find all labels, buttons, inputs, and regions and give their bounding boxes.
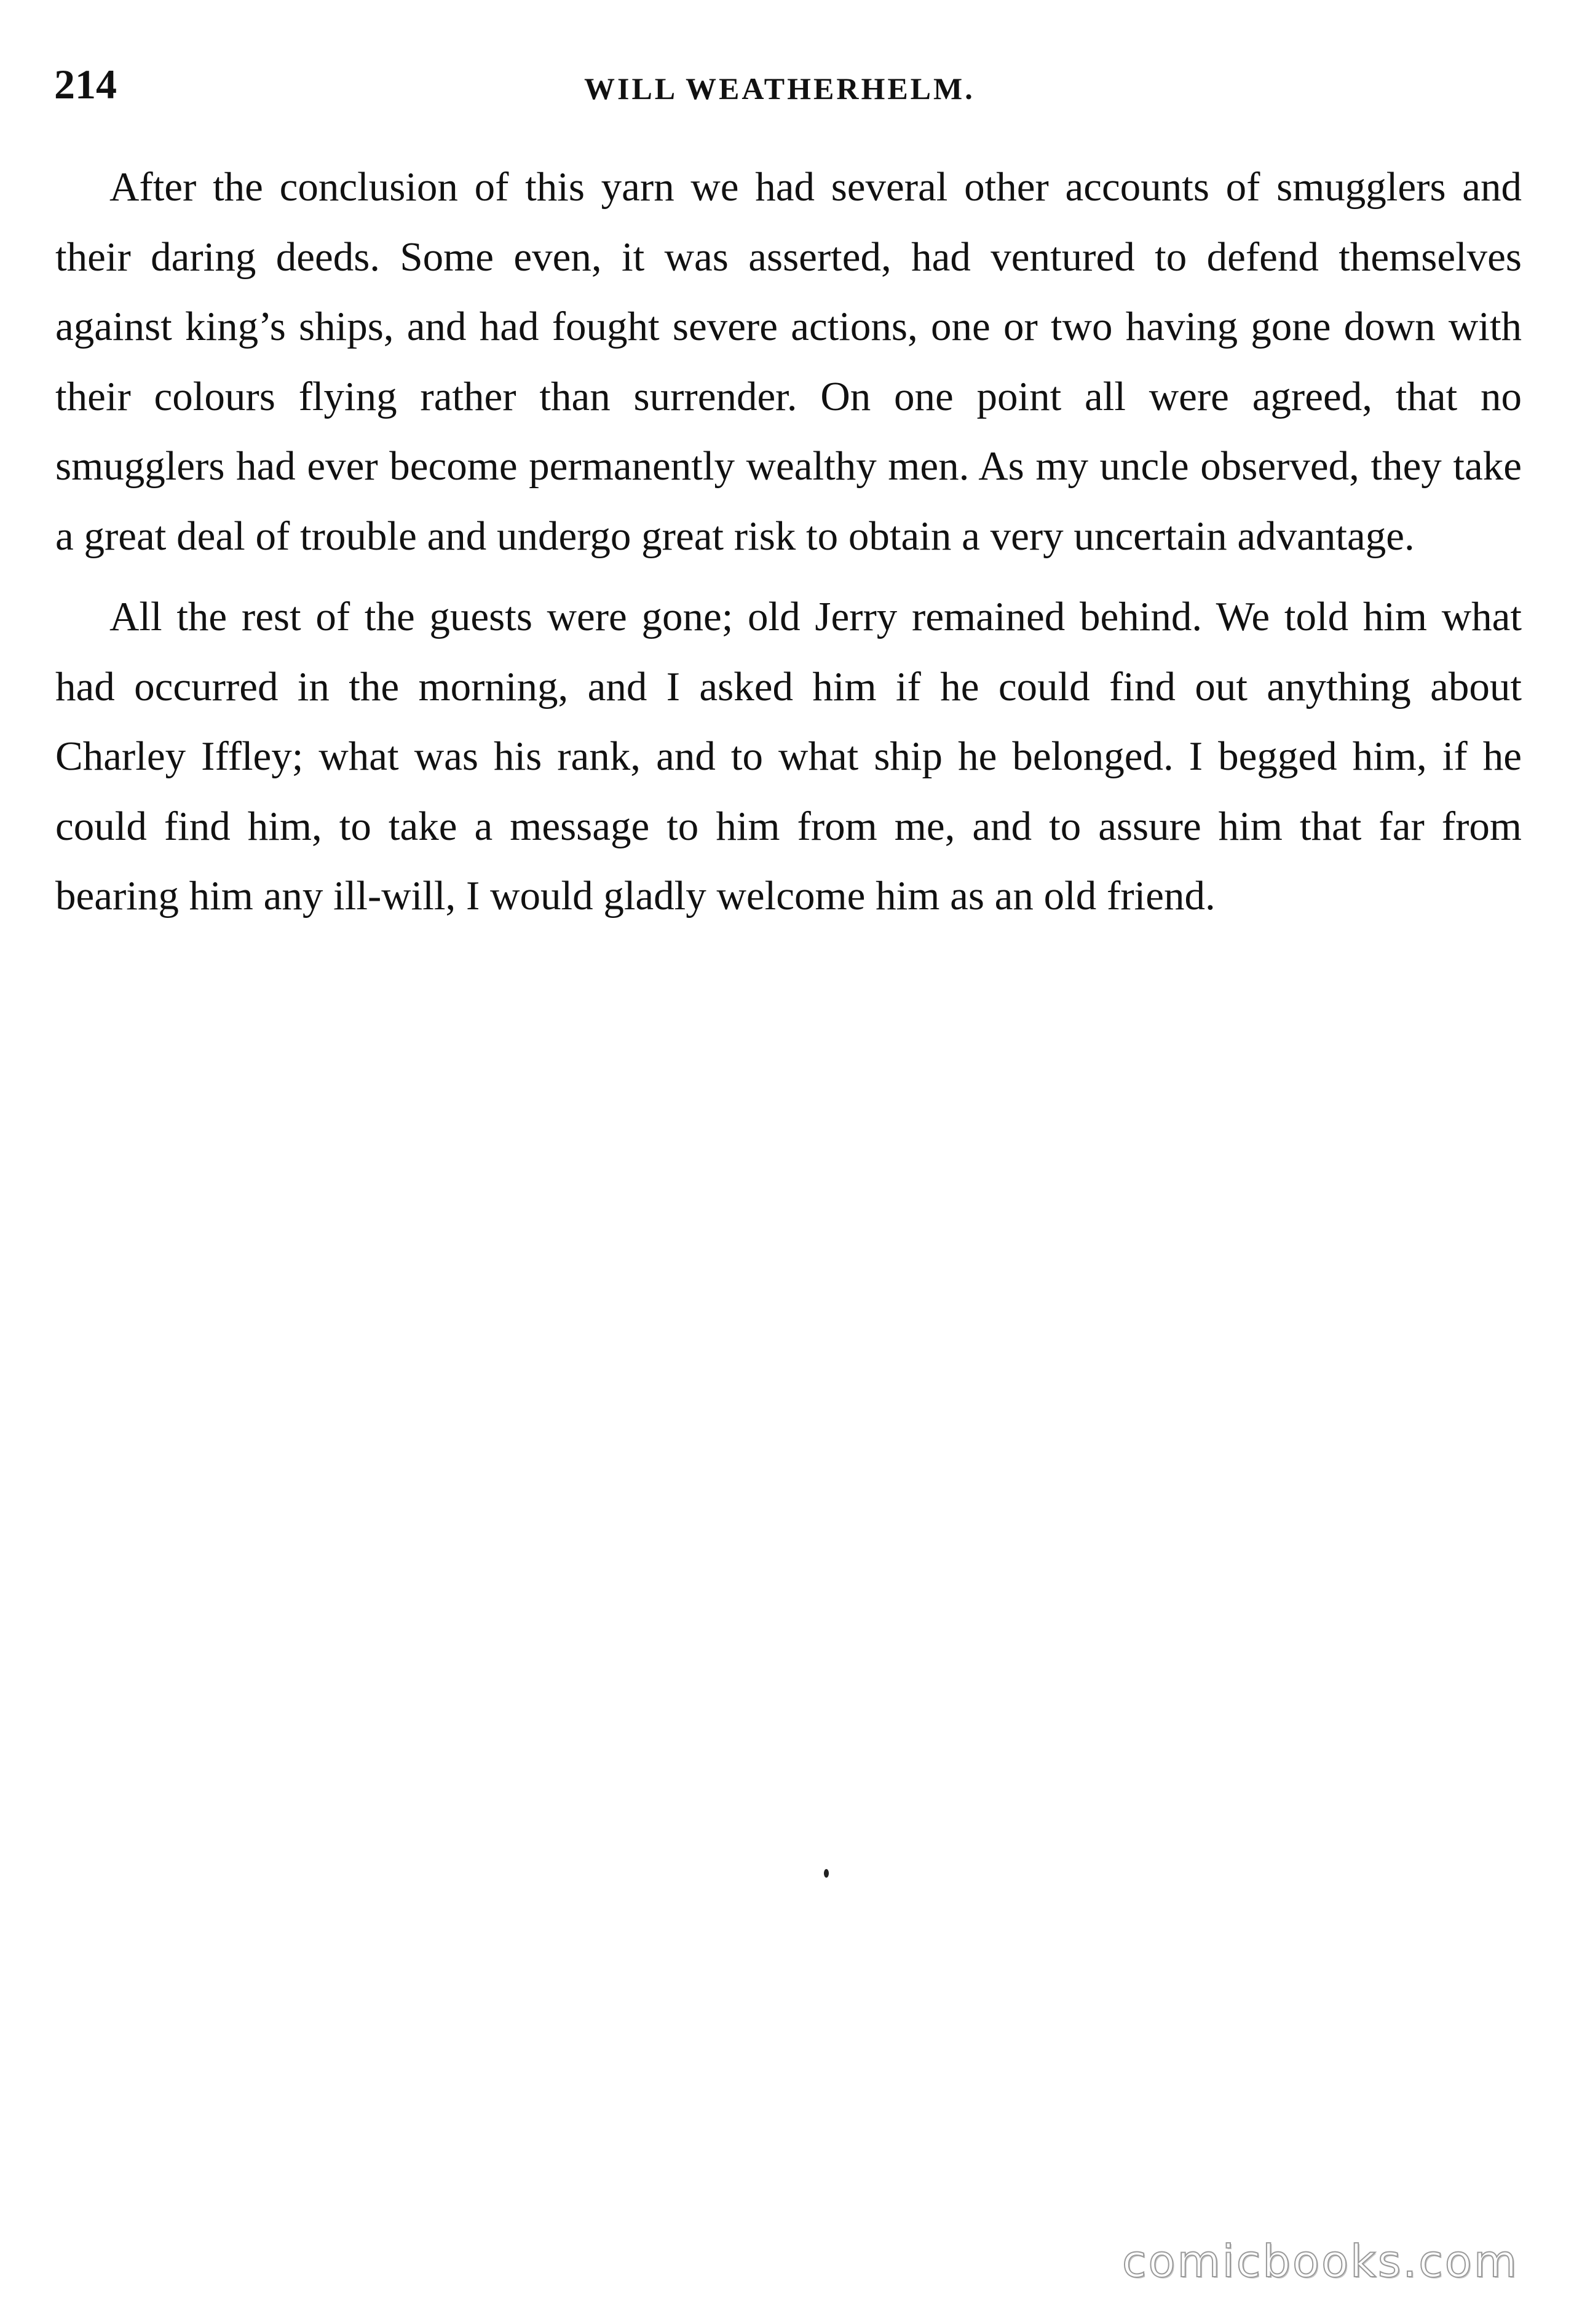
book-title: WILL WEATHERHELM.: [584, 71, 975, 106]
paragraph-1: After the conclusion of this yarn we had several other accounts of smugglers and their daring deeds. Some even, it was asserted, had ventured to defend themselves against king’s ships, and had fought severe actions, one or two having gone down with their colours flying rather than surrender. On one point all were agreed, that no smugglers had ever become permanently wealthy men. As my uncle observed, they take a great deal of trouble and undergo great risk to obtain a very uncertain advantage.: [55, 164, 1522, 559]
ink-speck: [824, 1869, 829, 1878]
watermark: comicbooks.com: [1121, 2235, 1519, 2287]
paragraph-2: All the rest of the guests were gone; old Jerry remained behind. We told him what had occurred in the morning, and I asked him if he could find out anything about Charley Iffley; what was his rank, and to what ship he belonged. I begged him, if he could find him, to take a message to him from me, and to assure him that far from bearing him any ill-will, I would gladly welcome him as an old friend.: [55, 594, 1522, 919]
body-text: [55, 152, 1522, 931]
running-head: [54, 57, 1530, 112]
page-number: 214: [54, 61, 117, 108]
